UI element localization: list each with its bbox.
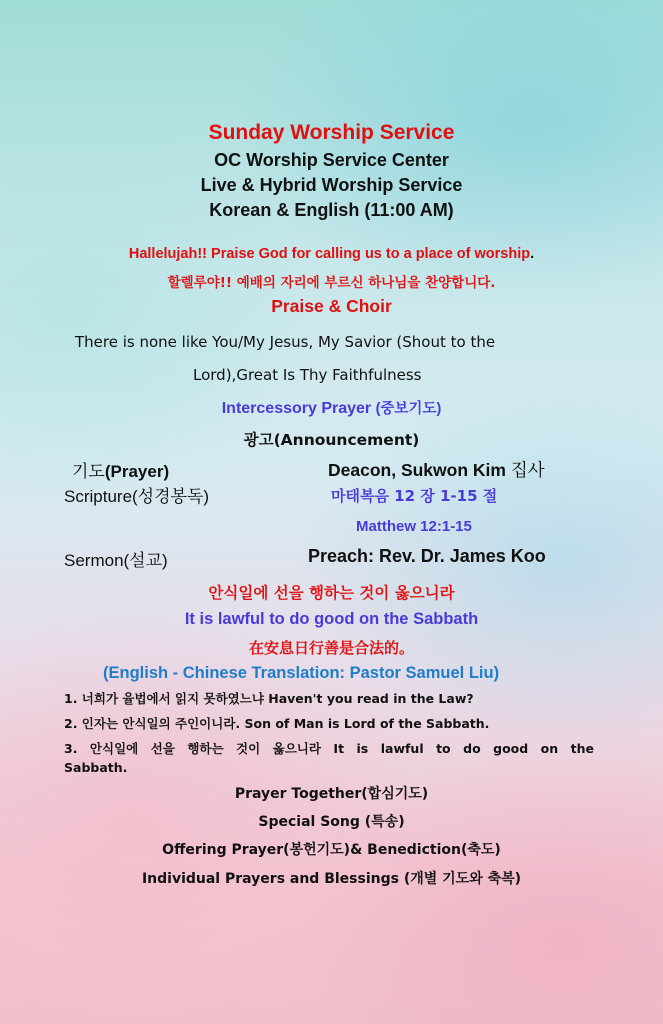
praise-songs-line-2: Lord),Great Is Thy Faithfulness	[193, 366, 422, 384]
service-title: Sunday Worship Service	[208, 121, 455, 144]
prayer-label	[72, 457, 169, 482]
sermon-title-english: It is lawful to do good on the Sabbath	[184, 610, 479, 628]
intercessory-korean: (중보기도)	[375, 401, 442, 417]
scripture-korean-reference: 마태복음 12 장 1-15 절	[331, 487, 498, 505]
scripture-label: Scripture(성경봉독)	[64, 487, 210, 506]
sermon-title-korean: 안식일에 선을 행하는 것이 옳으니라	[208, 584, 455, 602]
praise-heading: Praise & Choir	[271, 296, 392, 316]
prayer-leader-title: 집사	[510, 460, 545, 480]
closing-special-song: Special Song (특송)	[258, 814, 405, 830]
closing-prayer-together: Prayer Together(합심기도)	[234, 786, 429, 802]
translation-note: (English - Chinese Translation: Pastor Samuel Liu)	[103, 664, 500, 682]
call-english-text: Hallelujah!! Praise God for calling us to a place of worship	[128, 246, 531, 262]
prayer-leader	[328, 457, 545, 482]
praise-songs-line-1: There is none like You/My Jesus, My Savior (Shout to the	[75, 333, 496, 351]
announcement: 광고(Announcement)	[243, 431, 420, 449]
subtitle-language-time: Korean & English (11:00 AM)	[209, 200, 454, 220]
closing-offering-benediction: Offering Prayer(봉헌기도)& Benediction(축도)	[162, 842, 501, 858]
subtitle-center-name: OC Worship Service Center	[214, 150, 449, 170]
prayer-label-korean: 기도	[72, 462, 105, 481]
scripture-english-reference: Matthew 12:1-15	[356, 518, 472, 535]
sermon-title-chinese: 在安息日行善是合法的。	[248, 639, 414, 657]
sermon-point-3-line-2: Sabbath.	[64, 760, 128, 775]
call-to-worship-korean: 할렐루야!! 예배의 자리에 부르신 하나님을 찬양합니다.	[167, 275, 496, 291]
sermon-point-2: 2. 인자는 안식일의 주인이니라. Son of Man is Lord of the Sabbath.	[64, 716, 490, 731]
closing-individual-prayers: Individual Prayers and Blessings (개별 기도와 축복)	[141, 871, 522, 887]
prayer-label-english: (Prayer)	[104, 462, 170, 481]
intercessory-label: Intercessory Prayer	[221, 400, 376, 417]
sermon-point-1: 1. 너희가 율법에서 읽지 못하였느냐 Haven't you read in the Law?	[64, 691, 474, 706]
intercessory-prayer	[0, 397, 663, 418]
subtitle-service-type: Live & Hybrid Worship Service	[200, 175, 463, 195]
sermon-preacher: Preach: Rev. Dr. James Koo	[308, 546, 546, 566]
call-english-period: .	[530, 246, 535, 262]
prayer-leader-name: Deacon, Sukwon Kim	[328, 460, 511, 480]
sermon-point-3-line-1: 3. 안식일에 선을 행하는 것이 옳으니라 It is lawful to do good on the	[64, 741, 594, 756]
call-to-worship-english	[0, 246, 663, 262]
sermon-label: Sermon(설교)	[64, 551, 168, 570]
